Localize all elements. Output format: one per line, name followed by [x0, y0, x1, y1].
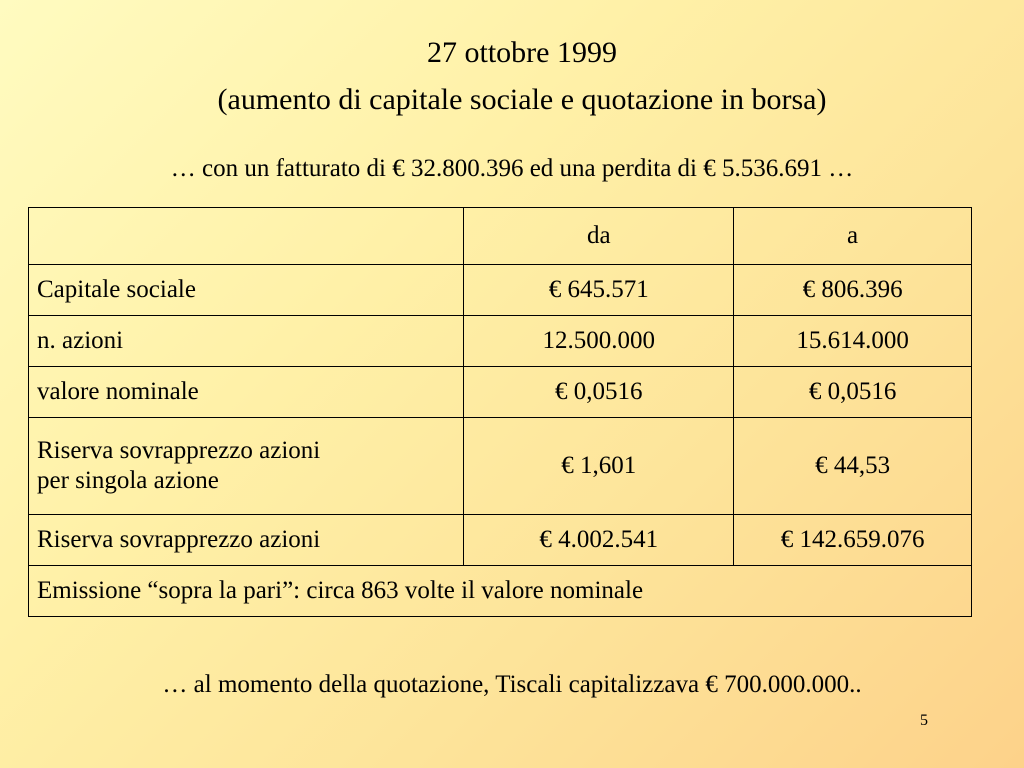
table-row	[29, 316, 972, 367]
cell-a: € 806.396	[734, 265, 972, 316]
header-cell-empty	[29, 208, 464, 265]
row-label-line2: per singola azione	[37, 467, 219, 494]
cell-a: € 44,53	[734, 418, 972, 515]
header-cell-da: da	[464, 208, 734, 265]
header-cell-a: a	[734, 208, 972, 265]
cell-da: € 0,0516	[464, 367, 734, 418]
table-header-row	[29, 208, 972, 265]
cell-a: 15.614.000	[734, 316, 972, 367]
capital-table	[28, 207, 972, 617]
table-note: Emissione “sopra la pari”: circa 863 volte il valore nominale	[29, 566, 972, 617]
row-label: Riserva sovrapprezzo azioni	[29, 515, 464, 566]
row-label: n. azioni	[29, 316, 464, 367]
cell-da: € 1,601	[464, 418, 734, 515]
row-label: Capitale sociale	[29, 265, 464, 316]
page-number: 5	[920, 712, 928, 729]
cell-da: € 645.571	[464, 265, 734, 316]
slide-title-subtitle: (aumento di capitale sociale e quotazione in borsa)	[217, 83, 827, 116]
cell-da: 12.500.000	[464, 316, 734, 367]
table-note-row	[29, 566, 972, 617]
footer-text: … al momento della quotazione, Tiscali capitalizzava € 700.000.000..	[162, 671, 862, 698]
intro-text: … con un fatturato di € 32.800.396 ed una perdita di € 5.536.691 …	[170, 155, 854, 182]
row-label-line1: Riserva sovrapprezzo azioni	[37, 437, 321, 464]
cell-a: € 142.659.076	[734, 515, 972, 566]
table-row	[29, 367, 972, 418]
table-row	[29, 418, 972, 515]
row-label: valore nominale	[29, 367, 464, 418]
table-row	[29, 265, 972, 316]
cell-a: € 0,0516	[734, 367, 972, 418]
table-row	[29, 515, 972, 566]
cell-da: € 4.002.541	[464, 515, 734, 566]
slide-title-date: 27 ottobre 1999	[427, 36, 617, 69]
row-label	[29, 418, 464, 515]
